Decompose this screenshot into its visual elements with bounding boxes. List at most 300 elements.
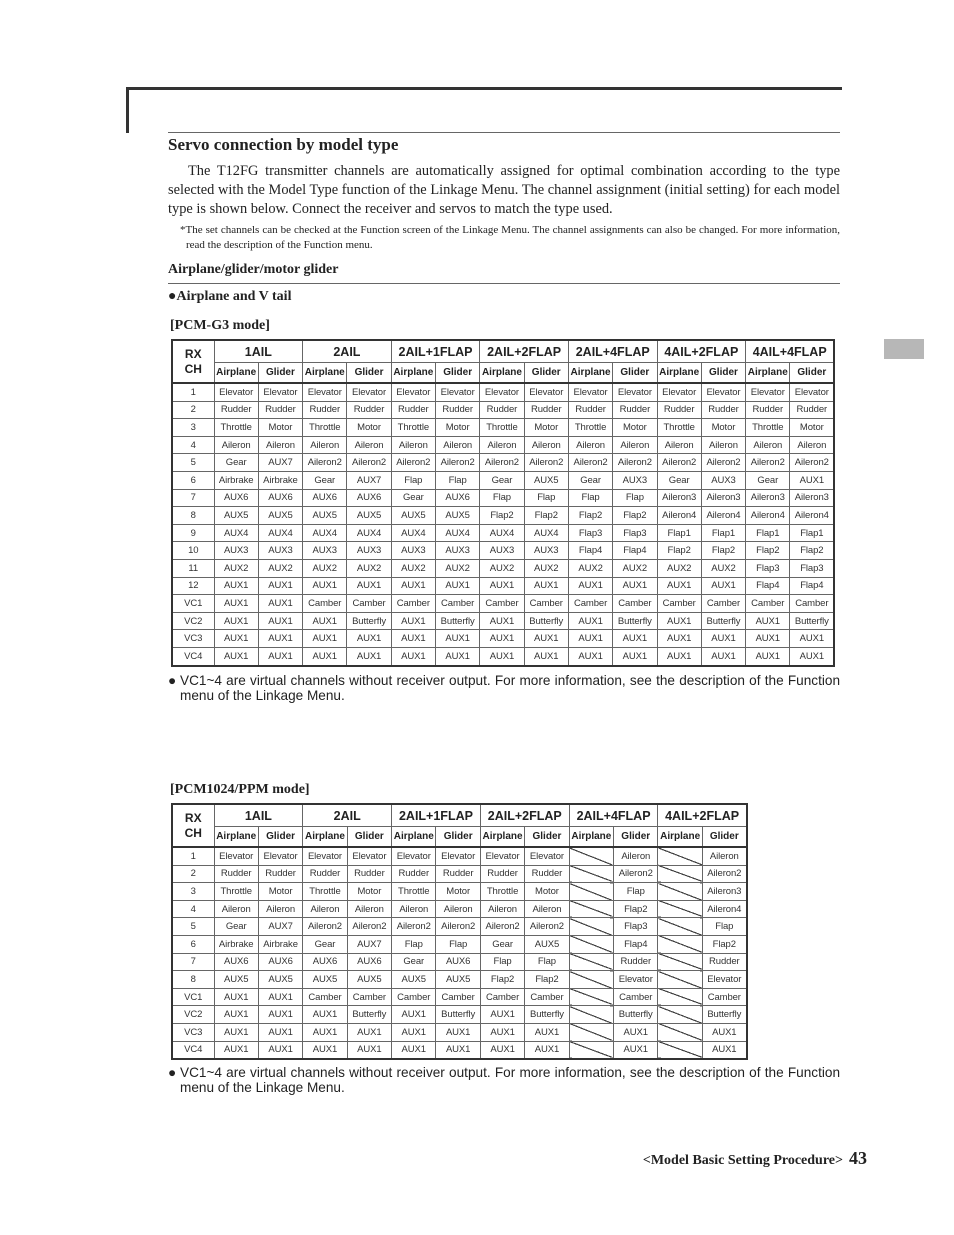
function-cell: AUX7 [347, 471, 391, 489]
function-cell: Aileron [524, 436, 568, 454]
function-cell: AUX1 [214, 595, 258, 613]
function-cell: Camber [480, 988, 524, 1006]
aircraft-type-header: Airplane [392, 827, 436, 848]
aircraft-type-header: Glider [347, 827, 391, 848]
function-cell: AUX1 [258, 1041, 302, 1059]
function-cell: AUX1 [436, 1041, 480, 1059]
function-cell: AUX1 [303, 1041, 347, 1059]
function-cell: Aileron [435, 436, 479, 454]
function-cell: Aileron3 [702, 883, 746, 901]
function-cell: Rudder [568, 401, 612, 419]
aircraft-type-header: Airplane [214, 827, 258, 848]
function-cell: AUX2 [701, 559, 745, 577]
function-cell: Flap1 [790, 524, 834, 542]
not-applicable-cell [658, 847, 702, 865]
function-cell: Camber [702, 988, 746, 1006]
function-cell: AUX4 [214, 524, 258, 542]
function-cell: AUX1 [746, 612, 790, 630]
function-cell: AUX1 [391, 630, 435, 648]
function-cell: Elevator [702, 971, 746, 989]
not-applicable-cell [658, 953, 702, 971]
not-applicable-cell [658, 1023, 702, 1041]
channel-number: 6 [172, 935, 214, 953]
function-cell: Gear [303, 935, 347, 953]
function-cell: AUX5 [435, 507, 479, 525]
function-cell: Flap2 [480, 507, 524, 525]
function-cell: AUX3 [347, 542, 391, 560]
function-cell: AUX1 [258, 1006, 302, 1024]
function-cell: Flap [568, 489, 612, 507]
function-cell: Throttle [214, 883, 258, 901]
function-cell: Aileron3 [657, 489, 701, 507]
function-cell: Flap [480, 953, 524, 971]
function-cell: AUX1 [480, 577, 524, 595]
function-cell: Motor [347, 883, 391, 901]
function-cell: Aileron2 [480, 454, 524, 472]
function-cell: Camber [525, 988, 569, 1006]
function-cell: Aileron3 [746, 489, 790, 507]
function-cell: AUX1 [347, 630, 391, 648]
function-cell: Elevator [435, 383, 479, 401]
function-cell: Aileron2 [525, 918, 569, 936]
function-cell: Flap4 [614, 935, 658, 953]
function-cell: AUX6 [435, 489, 479, 507]
channel-number: 4 [172, 436, 214, 454]
function-cell: AUX6 [303, 489, 347, 507]
function-cell: Aileron2 [746, 454, 790, 472]
function-cell: Aileron2 [347, 454, 391, 472]
function-cell: AUX6 [258, 489, 302, 507]
function-cell: Aileron3 [701, 489, 745, 507]
aircraft-type-header: Glider [258, 363, 302, 384]
function-cell: Rudder [746, 401, 790, 419]
function-cell: AUX1 [746, 647, 790, 665]
function-cell: Flap [613, 489, 657, 507]
table-row [172, 436, 834, 454]
function-cell: AUX1 [214, 988, 258, 1006]
function-cell: AUX1 [702, 1023, 746, 1041]
function-cell: Aileron [303, 900, 347, 918]
channel-number: 3 [172, 883, 214, 901]
model-type-header: 2AIL+1FLAP [391, 340, 480, 363]
function-cell: Flap3 [790, 559, 834, 577]
function-cell: Camber [568, 595, 612, 613]
function-cell: Aileron [525, 900, 569, 918]
function-cell: Throttle [657, 419, 701, 437]
aircraft-type-header: Airplane [746, 363, 790, 384]
function-cell: Motor [347, 419, 391, 437]
aircraft-type-header: Airplane [303, 363, 347, 384]
function-cell: Gear [480, 471, 524, 489]
function-cell: Rudder [702, 953, 746, 971]
not-applicable-cell [569, 1006, 613, 1024]
header-rule [168, 132, 840, 133]
function-cell: AUX1 [657, 630, 701, 648]
function-cell: Camber [303, 988, 347, 1006]
aircraft-type-header: Airplane [303, 827, 347, 848]
function-cell: AUX5 [392, 971, 436, 989]
function-cell: Flap3 [614, 918, 658, 936]
rx-label: RX [184, 810, 202, 825]
function-cell: Flap2 [568, 507, 612, 525]
function-cell: Elevator [480, 383, 524, 401]
function-cell: Aileron [303, 436, 347, 454]
function-cell: AUX1 [613, 577, 657, 595]
not-applicable-cell [569, 988, 613, 1006]
function-cell: Flap2 [524, 507, 568, 525]
function-cell: Throttle [303, 883, 347, 901]
channel-number: 9 [172, 524, 214, 542]
bullet-icon: ● [168, 673, 177, 688]
function-cell: AUX6 [436, 953, 480, 971]
function-cell: AUX1 [258, 647, 302, 665]
channel-number: 3 [172, 419, 214, 437]
function-cell: Aileron2 [392, 918, 436, 936]
table-row [172, 935, 747, 953]
function-cell: AUX1 [568, 630, 612, 648]
function-cell: Butterfly [524, 612, 568, 630]
function-cell: AUX1 [568, 577, 612, 595]
function-cell: Aileron [258, 436, 302, 454]
not-applicable-cell [569, 865, 613, 883]
channel-number: 5 [172, 918, 214, 936]
function-cell: AUX5 [391, 507, 435, 525]
function-cell: Rudder [303, 865, 347, 883]
function-cell: AUX3 [613, 471, 657, 489]
function-cell: AUX1 [790, 630, 834, 648]
function-cell: AUX1 [701, 647, 745, 665]
function-cell: Motor [435, 419, 479, 437]
function-cell: Butterfly [347, 1006, 391, 1024]
channel-number: VC2 [172, 1006, 214, 1024]
function-cell: AUX1 [524, 647, 568, 665]
function-cell: Gear [392, 953, 436, 971]
function-cell: AUX1 [568, 647, 612, 665]
not-applicable-cell [658, 1006, 702, 1024]
function-cell: Rudder [790, 401, 834, 419]
aircraft-type-header: Airplane [568, 363, 612, 384]
function-cell: AUX1 [746, 630, 790, 648]
aircraft-type-header: Glider [525, 827, 569, 848]
function-cell: Camber [303, 595, 347, 613]
aircraft-type-header: Glider [524, 363, 568, 384]
intro-paragraph: The T12FG transmitter channels are automatically assigned for optimal combination according to the type selected with the Model Type function of the Linkage Menu. The channel assignment (initial setting) for each model type is shown below. Connect the receiver and servos to match the type used. [168, 163, 840, 217]
model-type-header: 4AIL+2FLAP [658, 804, 747, 827]
function-cell: AUX4 [480, 524, 524, 542]
function-cell: Rudder [347, 865, 391, 883]
function-cell: AUX1 [391, 612, 435, 630]
vc-note-text: VC1~4 are virtual channels without receiver output. For more information, see the description of the Function menu of the Linkage Menu. [180, 673, 840, 703]
function-cell: Aileron [790, 436, 834, 454]
function-cell: Throttle [480, 883, 524, 901]
channel-table-pcm1024-ppm [171, 803, 748, 1060]
not-applicable-cell [658, 1041, 702, 1059]
function-cell: Aileron [614, 847, 658, 865]
function-cell: Motor [258, 419, 302, 437]
channel-number: 2 [172, 865, 214, 883]
function-cell: Elevator [790, 383, 834, 401]
function-cell: AUX1 [702, 1041, 746, 1059]
function-cell: Gear [214, 918, 258, 936]
function-cell: AUX1 [214, 1041, 258, 1059]
note-paragraph: *The set channels can be checked at the Function screen of the Linkage Menu. The channel assignments can also be changed. For more information, read the description of the Function menu. [180, 224, 840, 251]
channel-number: VC1 [172, 988, 214, 1006]
function-cell: AUX1 [214, 612, 258, 630]
function-cell: Camber [614, 988, 658, 1006]
function-cell: Flap4 [790, 577, 834, 595]
function-cell: Butterfly [436, 1006, 480, 1024]
function-cell: Aileron4 [657, 507, 701, 525]
ch-label: CH [184, 361, 202, 376]
function-cell: Camber [392, 988, 436, 1006]
function-cell: AUX1 [303, 1023, 347, 1041]
function-cell: Flap [524, 489, 568, 507]
function-cell: Flap [391, 471, 435, 489]
function-cell: Flap3 [568, 524, 612, 542]
aircraft-type-header: Glider [614, 827, 658, 848]
function-cell: Rudder [614, 953, 658, 971]
function-cell: Gear [303, 471, 347, 489]
function-cell: Gear [568, 471, 612, 489]
function-cell: Camber [347, 988, 391, 1006]
function-cell: AUX1 [436, 1023, 480, 1041]
function-cell: AUX1 [568, 612, 612, 630]
function-cell: Butterfly [347, 612, 391, 630]
function-cell: AUX3 [391, 542, 435, 560]
function-cell: AUX1 [347, 1041, 391, 1059]
not-applicable-cell [569, 1023, 613, 1041]
function-cell: Rudder [258, 401, 302, 419]
channel-number: VC3 [172, 1023, 214, 1041]
function-cell: Airbrake [214, 935, 258, 953]
table-row [172, 595, 834, 613]
function-cell: Aileron [392, 900, 436, 918]
function-cell: Flap2 [790, 542, 834, 560]
function-cell: AUX1 [657, 612, 701, 630]
function-cell: AUX1 [525, 1041, 569, 1059]
table-row [172, 524, 834, 542]
function-cell: AUX1 [613, 630, 657, 648]
function-cell: Motor [436, 883, 480, 901]
function-cell: Elevator [347, 847, 391, 865]
function-cell: Motor [701, 419, 745, 437]
aircraft-type-header: Airplane [391, 363, 435, 384]
function-cell: AUX4 [303, 524, 347, 542]
function-cell: AUX1 [790, 647, 834, 665]
function-cell: Aileron2 [613, 454, 657, 472]
function-cell: Throttle [391, 419, 435, 437]
function-cell: AUX2 [568, 559, 612, 577]
function-cell: Aileron [347, 900, 391, 918]
function-cell: Rudder [303, 401, 347, 419]
function-cell: AUX1 [790, 471, 834, 489]
function-cell: AUX7 [347, 935, 391, 953]
function-cell: AUX5 [258, 971, 302, 989]
function-cell: AUX5 [258, 507, 302, 525]
function-cell: Gear [391, 489, 435, 507]
function-cell: AUX1 [524, 577, 568, 595]
function-cell: Elevator [746, 383, 790, 401]
function-cell: Aileron2 [524, 454, 568, 472]
function-cell: AUX1 [435, 630, 479, 648]
function-cell: Throttle [480, 419, 524, 437]
function-cell: Rudder [525, 865, 569, 883]
aircraft-type-header: Glider [701, 363, 745, 384]
function-cell: Airbrake [214, 471, 258, 489]
aircraft-type-header: Glider [702, 827, 746, 848]
function-cell: AUX2 [480, 559, 524, 577]
function-cell: AUX2 [435, 559, 479, 577]
function-cell: AUX2 [657, 559, 701, 577]
function-cell: Throttle [303, 419, 347, 437]
function-cell: Butterfly [614, 1006, 658, 1024]
function-cell: Flap4 [613, 542, 657, 560]
rx-label: RX [184, 346, 202, 361]
function-cell: AUX6 [214, 953, 258, 971]
channel-number: VC2 [172, 612, 214, 630]
not-applicable-cell [569, 900, 613, 918]
aircraft-type-header: Glider [613, 363, 657, 384]
function-cell: AUX1 [258, 1023, 302, 1041]
function-cell: Gear [214, 454, 258, 472]
function-cell: AUX1 [657, 577, 701, 595]
function-cell: Flap3 [746, 559, 790, 577]
function-cell: AUX3 [435, 542, 479, 560]
function-cell: AUX6 [258, 953, 302, 971]
function-cell: Elevator [303, 847, 347, 865]
table-row [172, 507, 834, 525]
function-cell: AUX5 [347, 507, 391, 525]
function-cell: Flap1 [657, 524, 701, 542]
table-row [172, 918, 747, 936]
function-cell: Throttle [746, 419, 790, 437]
vc-note-text: VC1~4 are virtual channels without receiver output. For more information, see the description of the Function menu of the Linkage Menu. [180, 1065, 840, 1095]
function-cell: Aileron [701, 436, 745, 454]
model-type-header: 4AIL+2FLAP [657, 340, 746, 363]
not-applicable-cell [569, 1041, 613, 1059]
function-cell: Elevator [613, 383, 657, 401]
rx-ch-header [172, 340, 214, 383]
table-row [172, 612, 834, 630]
function-cell: Aileron [436, 900, 480, 918]
function-cell: Flap2 [701, 542, 745, 560]
model-type-header: 4AIL+4FLAP [746, 340, 835, 363]
function-cell: AUX1 [480, 612, 524, 630]
function-cell: AUX2 [524, 559, 568, 577]
function-cell: AUX1 [614, 1041, 658, 1059]
page-number: 43 [849, 1148, 867, 1168]
function-cell: Elevator [214, 847, 258, 865]
function-cell: Rudder [613, 401, 657, 419]
function-cell: AUX5 [436, 971, 480, 989]
aircraft-type-header: Airplane [658, 827, 702, 848]
function-cell: Rudder [701, 401, 745, 419]
table-row [172, 542, 834, 560]
function-cell: Aileron [258, 900, 302, 918]
function-cell: Flap1 [701, 524, 745, 542]
model-type-header: 1AIL [214, 804, 303, 827]
table-row [172, 630, 834, 648]
not-applicable-cell [569, 883, 613, 901]
table-row [172, 577, 834, 595]
function-cell: AUX1 [480, 647, 524, 665]
model-type-header: 2AIL+2FLAP [480, 804, 569, 827]
function-cell: AUX1 [480, 1006, 524, 1024]
function-cell: Rudder [480, 401, 524, 419]
not-applicable-cell [658, 883, 702, 901]
function-cell: Rudder [392, 865, 436, 883]
function-cell: AUX7 [258, 454, 302, 472]
page-title: Servo connection by model type [168, 135, 399, 154]
not-applicable-cell [569, 935, 613, 953]
function-cell: Rudder [391, 401, 435, 419]
function-cell: Aileron2 [303, 454, 347, 472]
function-cell: AUX1 [214, 630, 258, 648]
aircraft-type-header: Glider [258, 827, 302, 848]
function-cell: Flap2 [614, 900, 658, 918]
function-cell: Aileron [568, 436, 612, 454]
function-cell: Camber [435, 595, 479, 613]
function-cell: AUX3 [524, 542, 568, 560]
rx-ch-header [172, 804, 214, 847]
function-cell: Aileron [657, 436, 701, 454]
function-cell: AUX5 [524, 471, 568, 489]
function-cell: AUX6 [214, 489, 258, 507]
function-cell: AUX1 [435, 647, 479, 665]
function-cell: Flap2 [657, 542, 701, 560]
function-cell: AUX1 [435, 577, 479, 595]
function-cell: Motor [524, 419, 568, 437]
table-row [172, 383, 834, 401]
function-cell: Elevator [258, 383, 302, 401]
function-cell: AUX3 [480, 542, 524, 560]
table-row [172, 988, 747, 1006]
function-cell: AUX1 [303, 577, 347, 595]
function-cell: AUX1 [214, 1023, 258, 1041]
function-cell: AUX1 [303, 630, 347, 648]
function-cell: Aileron2 [436, 918, 480, 936]
function-cell: AUX6 [347, 953, 391, 971]
aircraft-type-header: Glider [347, 363, 391, 384]
channel-number: 1 [172, 847, 214, 865]
channel-number: VC4 [172, 1041, 214, 1059]
function-cell: AUX5 [303, 507, 347, 525]
function-cell: Camber [480, 595, 524, 613]
function-cell: Elevator [436, 847, 480, 865]
function-cell: Rudder [214, 865, 258, 883]
function-cell: AUX2 [613, 559, 657, 577]
function-cell: AUX4 [524, 524, 568, 542]
table-row [172, 454, 834, 472]
table-row [172, 1023, 747, 1041]
function-cell: Flap2 [613, 507, 657, 525]
function-cell: AUX1 [614, 1023, 658, 1041]
bullet-icon: ● [168, 1065, 177, 1080]
function-cell: AUX1 [303, 1006, 347, 1024]
function-cell: AUX3 [258, 542, 302, 560]
channel-number: 7 [172, 489, 214, 507]
function-cell: AUX7 [258, 918, 302, 936]
function-cell: Flap4 [746, 577, 790, 595]
function-cell: Flap4 [568, 542, 612, 560]
function-cell: Aileron2 [347, 918, 391, 936]
function-cell: Aileron [347, 436, 391, 454]
function-cell: Aileron2 [701, 454, 745, 472]
function-cell: Flap [436, 935, 480, 953]
function-cell: Airbrake [258, 471, 302, 489]
function-cell: Elevator [347, 383, 391, 401]
model-type-header: 1AIL [214, 340, 303, 363]
